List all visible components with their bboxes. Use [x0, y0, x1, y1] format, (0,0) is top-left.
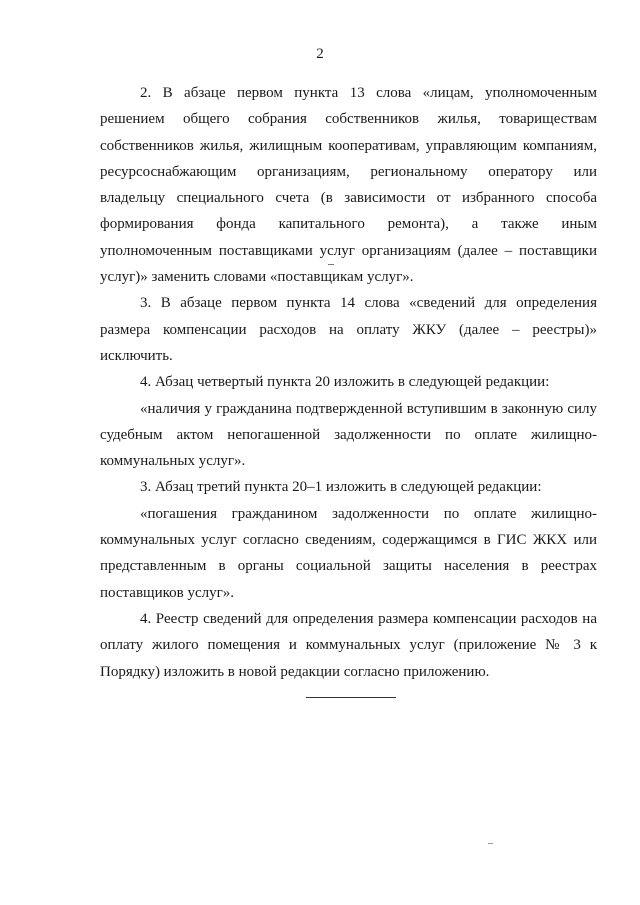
- scan-speck: [328, 264, 334, 265]
- end-separator-line: [306, 697, 396, 698]
- paragraph-clause-14: 3. В абзаце первом пункта 14 слова «сведений для определения размера компенсации расходов на оплату ЖКУ (далее – реестры)» исключить.: [100, 295, 597, 364]
- paragraph-clause-20-text: «наличия у гражданина подтвержденной вступившим в законную силу судебным актом непогашенной задолженности по оплате жилищно-коммунальных услуг».: [100, 400, 597, 470]
- page-number: 2: [316, 46, 324, 62]
- paragraph-clause-13: 2. В абзаце первом пункта 13 слова «лицам, уполномоченным решением общего собрания собственников жилья, товариществам собственников жилья, жилищным кооперативам, управляющим компаниям, ресурсоснабжающим организациям, региональному оператору или владельцу специального счета (в зависимости от избранного способа формирования фонда капитального ремонта), а также иным уполномоченным поставщиками услуг организациям (далее – поставщики услуг)» заменить словами «поставщикам услуг».: [100, 85, 597, 286]
- scan-speck: [488, 843, 493, 844]
- paragraph-registry: 4. Реестр сведений для определения размера компенсации расходов на оплату жилого помещения и коммунальных услуг (приложение № 3 к Порядку) изложить в новой редакции согласно приложению.: [100, 610, 597, 680]
- paragraph-clause-20-1-intro: 3. Абзац третий пункта 20–1 изложить в следующей редакции:: [140, 479, 542, 496]
- paragraph-clause-20-intro: 4. Абзац четвертый пункта 20 изложить в следующей редакции:: [140, 374, 550, 391]
- paragraph-clause-20-1-text: «погашения гражданином задолженности по оплате жилищно-коммунальных услуг согласно сведениям, содержащимся в ГИС ЖКХ или представленным в органы социальной защиты населения в реестрах поставщиков услуг».: [100, 505, 597, 601]
- document-body: [100, 80, 597, 685]
